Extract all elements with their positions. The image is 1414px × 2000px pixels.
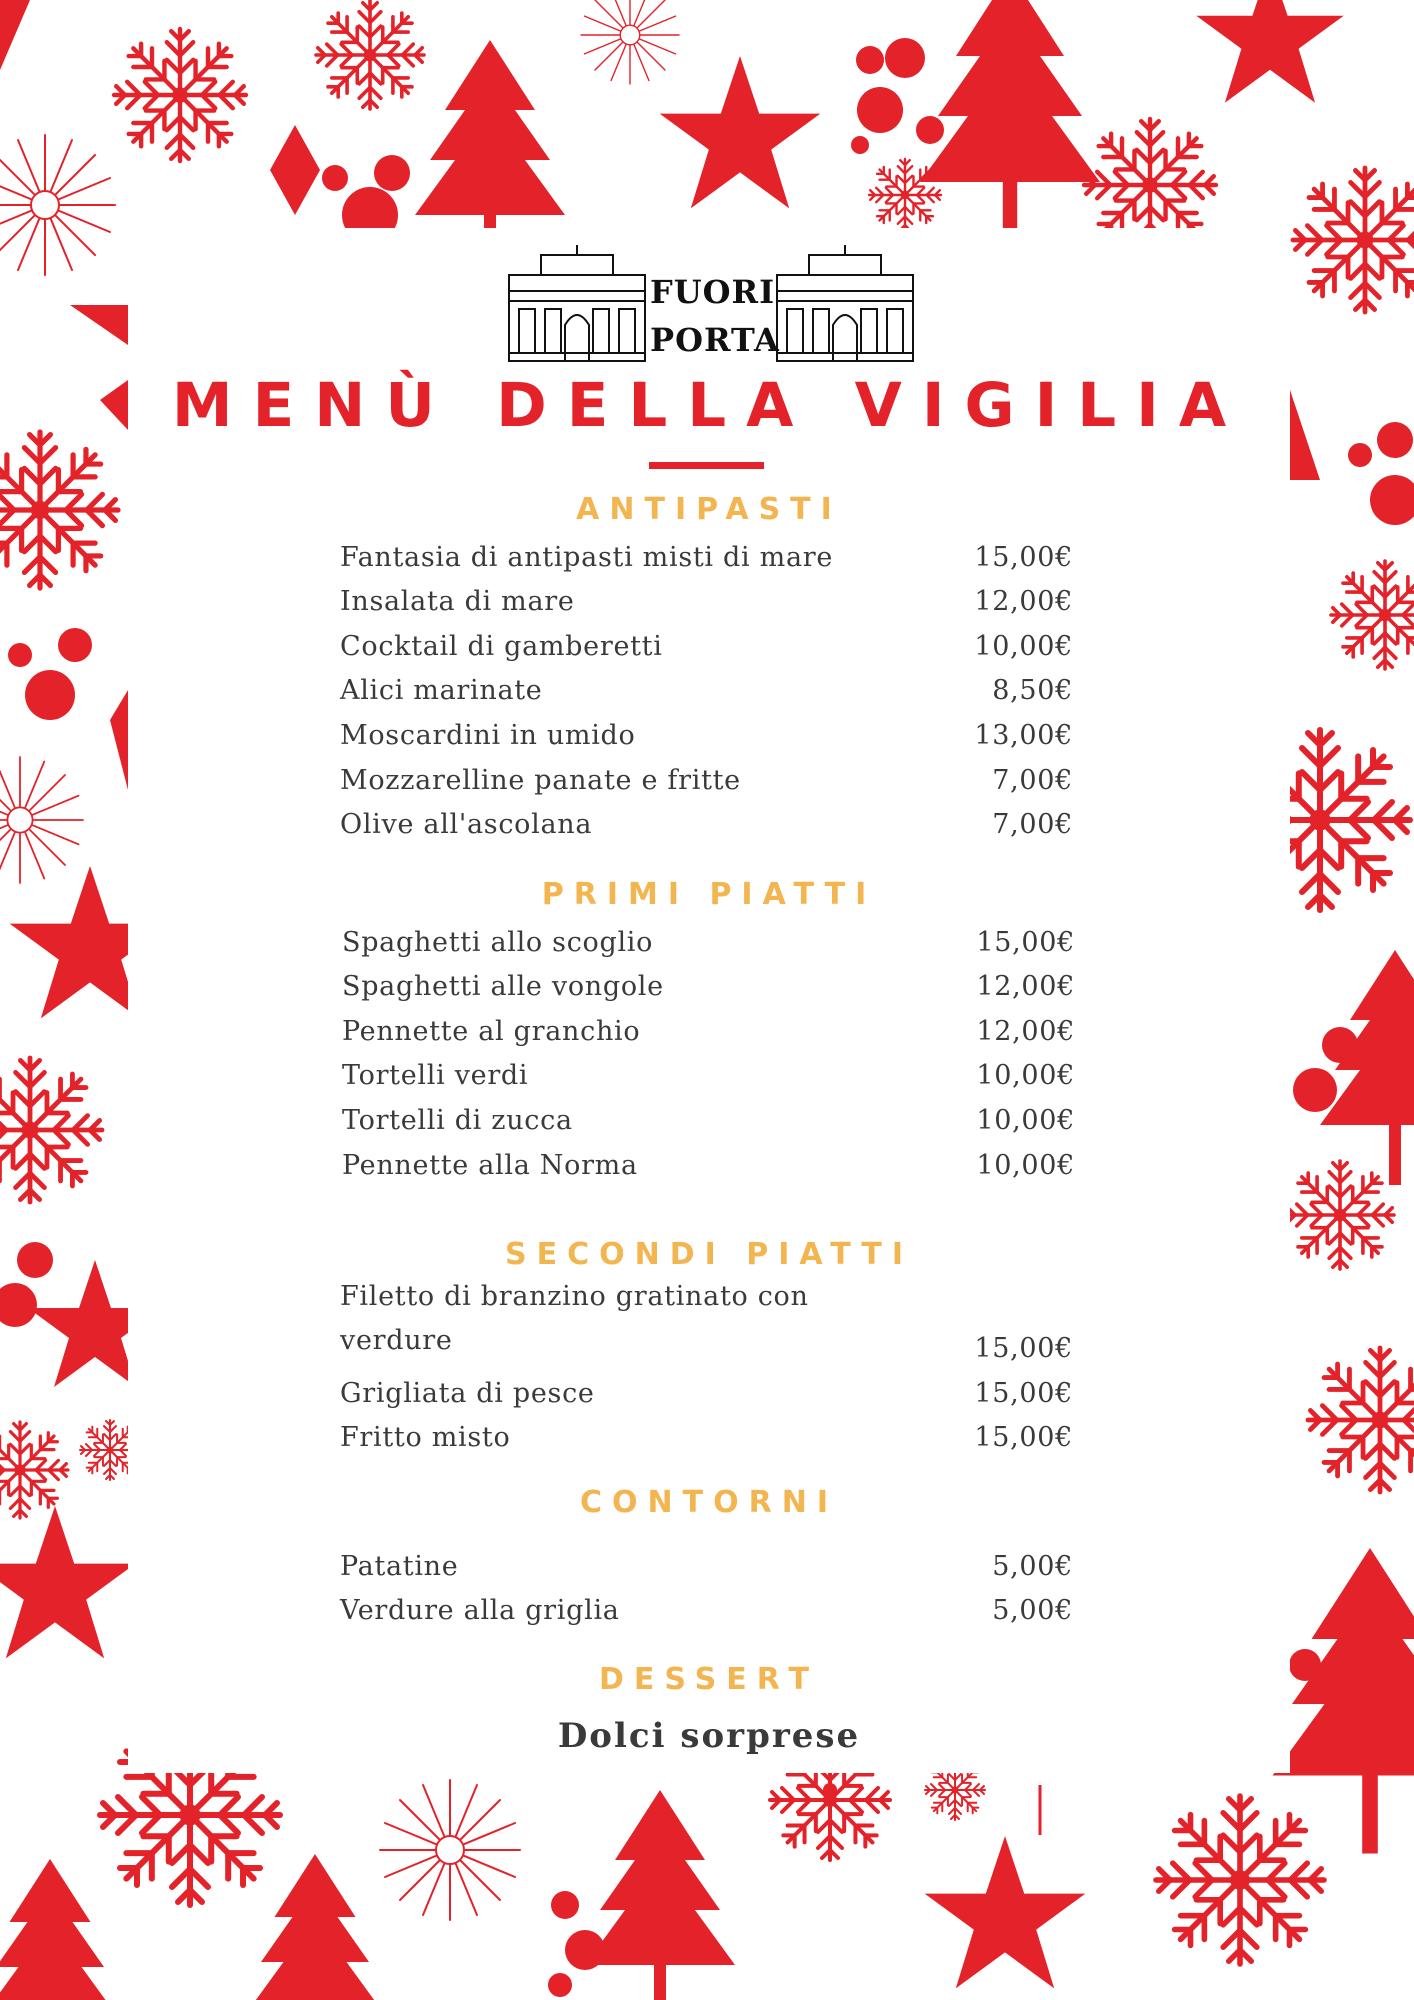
item-name: Mozzarelline panate e fritte bbox=[340, 764, 741, 796]
section-secondi-items bbox=[340, 1275, 1073, 1453]
item-name: Grigliata di pesce bbox=[340, 1377, 595, 1409]
dessert-item: Dolci sorprese bbox=[557, 1716, 861, 1756]
item-price: 15,00€ bbox=[974, 541, 1073, 573]
item-name: Tortelli di zucca bbox=[342, 1104, 573, 1136]
menu-item bbox=[340, 573, 1073, 618]
menu-item bbox=[342, 1091, 1075, 1136]
item-name: Fantasia di antipasti misti di mare bbox=[340, 541, 834, 573]
item-price: 5,00€ bbox=[992, 1550, 1073, 1582]
menu-item bbox=[340, 796, 1073, 841]
item-price: 7,00€ bbox=[992, 764, 1073, 796]
item-name: Insalata di mare bbox=[340, 586, 575, 618]
menu-item bbox=[340, 1275, 1073, 1364]
menu-item bbox=[340, 751, 1073, 796]
logo-wordmark bbox=[650, 268, 780, 364]
menu-item bbox=[340, 617, 1073, 662]
section-title-primi-piatti: PRIMI PIATTI bbox=[541, 877, 877, 912]
item-name: Moscardini in umido bbox=[340, 719, 636, 751]
item-price: 13,00€ bbox=[974, 719, 1073, 751]
item-price: 7,00€ bbox=[992, 809, 1073, 841]
menu-item bbox=[340, 1364, 1073, 1409]
menu-item bbox=[342, 1136, 1075, 1181]
title-divider bbox=[649, 462, 764, 469]
item-name: Tortelli verdi bbox=[342, 1060, 529, 1092]
item-price: 5,00€ bbox=[992, 1595, 1073, 1627]
item-name: Pennette alla Norma bbox=[342, 1149, 638, 1181]
logo-line-1: FUORI bbox=[650, 273, 776, 311]
menu-item bbox=[340, 706, 1073, 751]
menu-item bbox=[340, 1537, 1073, 1582]
section-title-contorni: CONTORNI bbox=[580, 1485, 838, 1520]
item-price: 12,00€ bbox=[974, 586, 1073, 618]
menu-item bbox=[340, 662, 1073, 707]
item-name-line-1: Filetto di branzino gratinato con bbox=[340, 1280, 809, 1312]
section-contorni-items bbox=[340, 1537, 1073, 1626]
item-name: Patatine bbox=[340, 1550, 459, 1582]
item-price: 15,00€ bbox=[974, 1333, 1073, 1364]
item-name: Spaghetti allo scoglio bbox=[342, 926, 654, 958]
item-price: 12,00€ bbox=[976, 1015, 1075, 1047]
menu-item bbox=[342, 913, 1075, 958]
item-price: 10,00€ bbox=[974, 630, 1073, 662]
menu-item bbox=[340, 1582, 1073, 1627]
section-title-dessert: DESSERT bbox=[599, 1662, 819, 1697]
menu-item bbox=[340, 528, 1073, 573]
item-name: Pennette al granchio bbox=[342, 1015, 641, 1047]
section-title-antipasti: ANTIPASTI bbox=[576, 492, 842, 527]
item-price: 10,00€ bbox=[976, 1060, 1075, 1092]
menu-item bbox=[340, 1409, 1073, 1454]
item-price: 10,00€ bbox=[976, 1149, 1075, 1181]
item-price: 15,00€ bbox=[974, 1377, 1073, 1409]
menu-title: MENÙ DELLA VIGILIA bbox=[171, 370, 1247, 441]
item-name bbox=[340, 1275, 809, 1364]
item-price: 15,00€ bbox=[974, 1422, 1073, 1454]
item-name: Cocktail di gamberetti bbox=[340, 630, 663, 662]
section-antipasti-items bbox=[340, 528, 1073, 840]
logo-line-2: PORTA bbox=[650, 321, 780, 359]
item-price: 15,00€ bbox=[976, 926, 1075, 958]
menu-item bbox=[342, 1002, 1075, 1047]
item-name: Olive all'ascolana bbox=[340, 809, 593, 841]
item-price: 12,00€ bbox=[976, 971, 1075, 1003]
item-name: Alici marinate bbox=[340, 675, 543, 707]
item-price: 10,00€ bbox=[976, 1104, 1075, 1136]
menu-item bbox=[342, 958, 1075, 1003]
section-title-secondi-piatti: SECONDI PIATTI bbox=[504, 1237, 914, 1272]
item-name: Verdure alla griglia bbox=[340, 1595, 620, 1627]
item-price: 8,50€ bbox=[992, 675, 1073, 707]
item-name: Spaghetti alle vongole bbox=[342, 971, 664, 1003]
item-name: Fritto misto bbox=[340, 1422, 511, 1454]
item-name-line-2: verdure bbox=[340, 1325, 453, 1357]
section-primi-items bbox=[342, 913, 1075, 1181]
menu-item bbox=[342, 1047, 1075, 1092]
